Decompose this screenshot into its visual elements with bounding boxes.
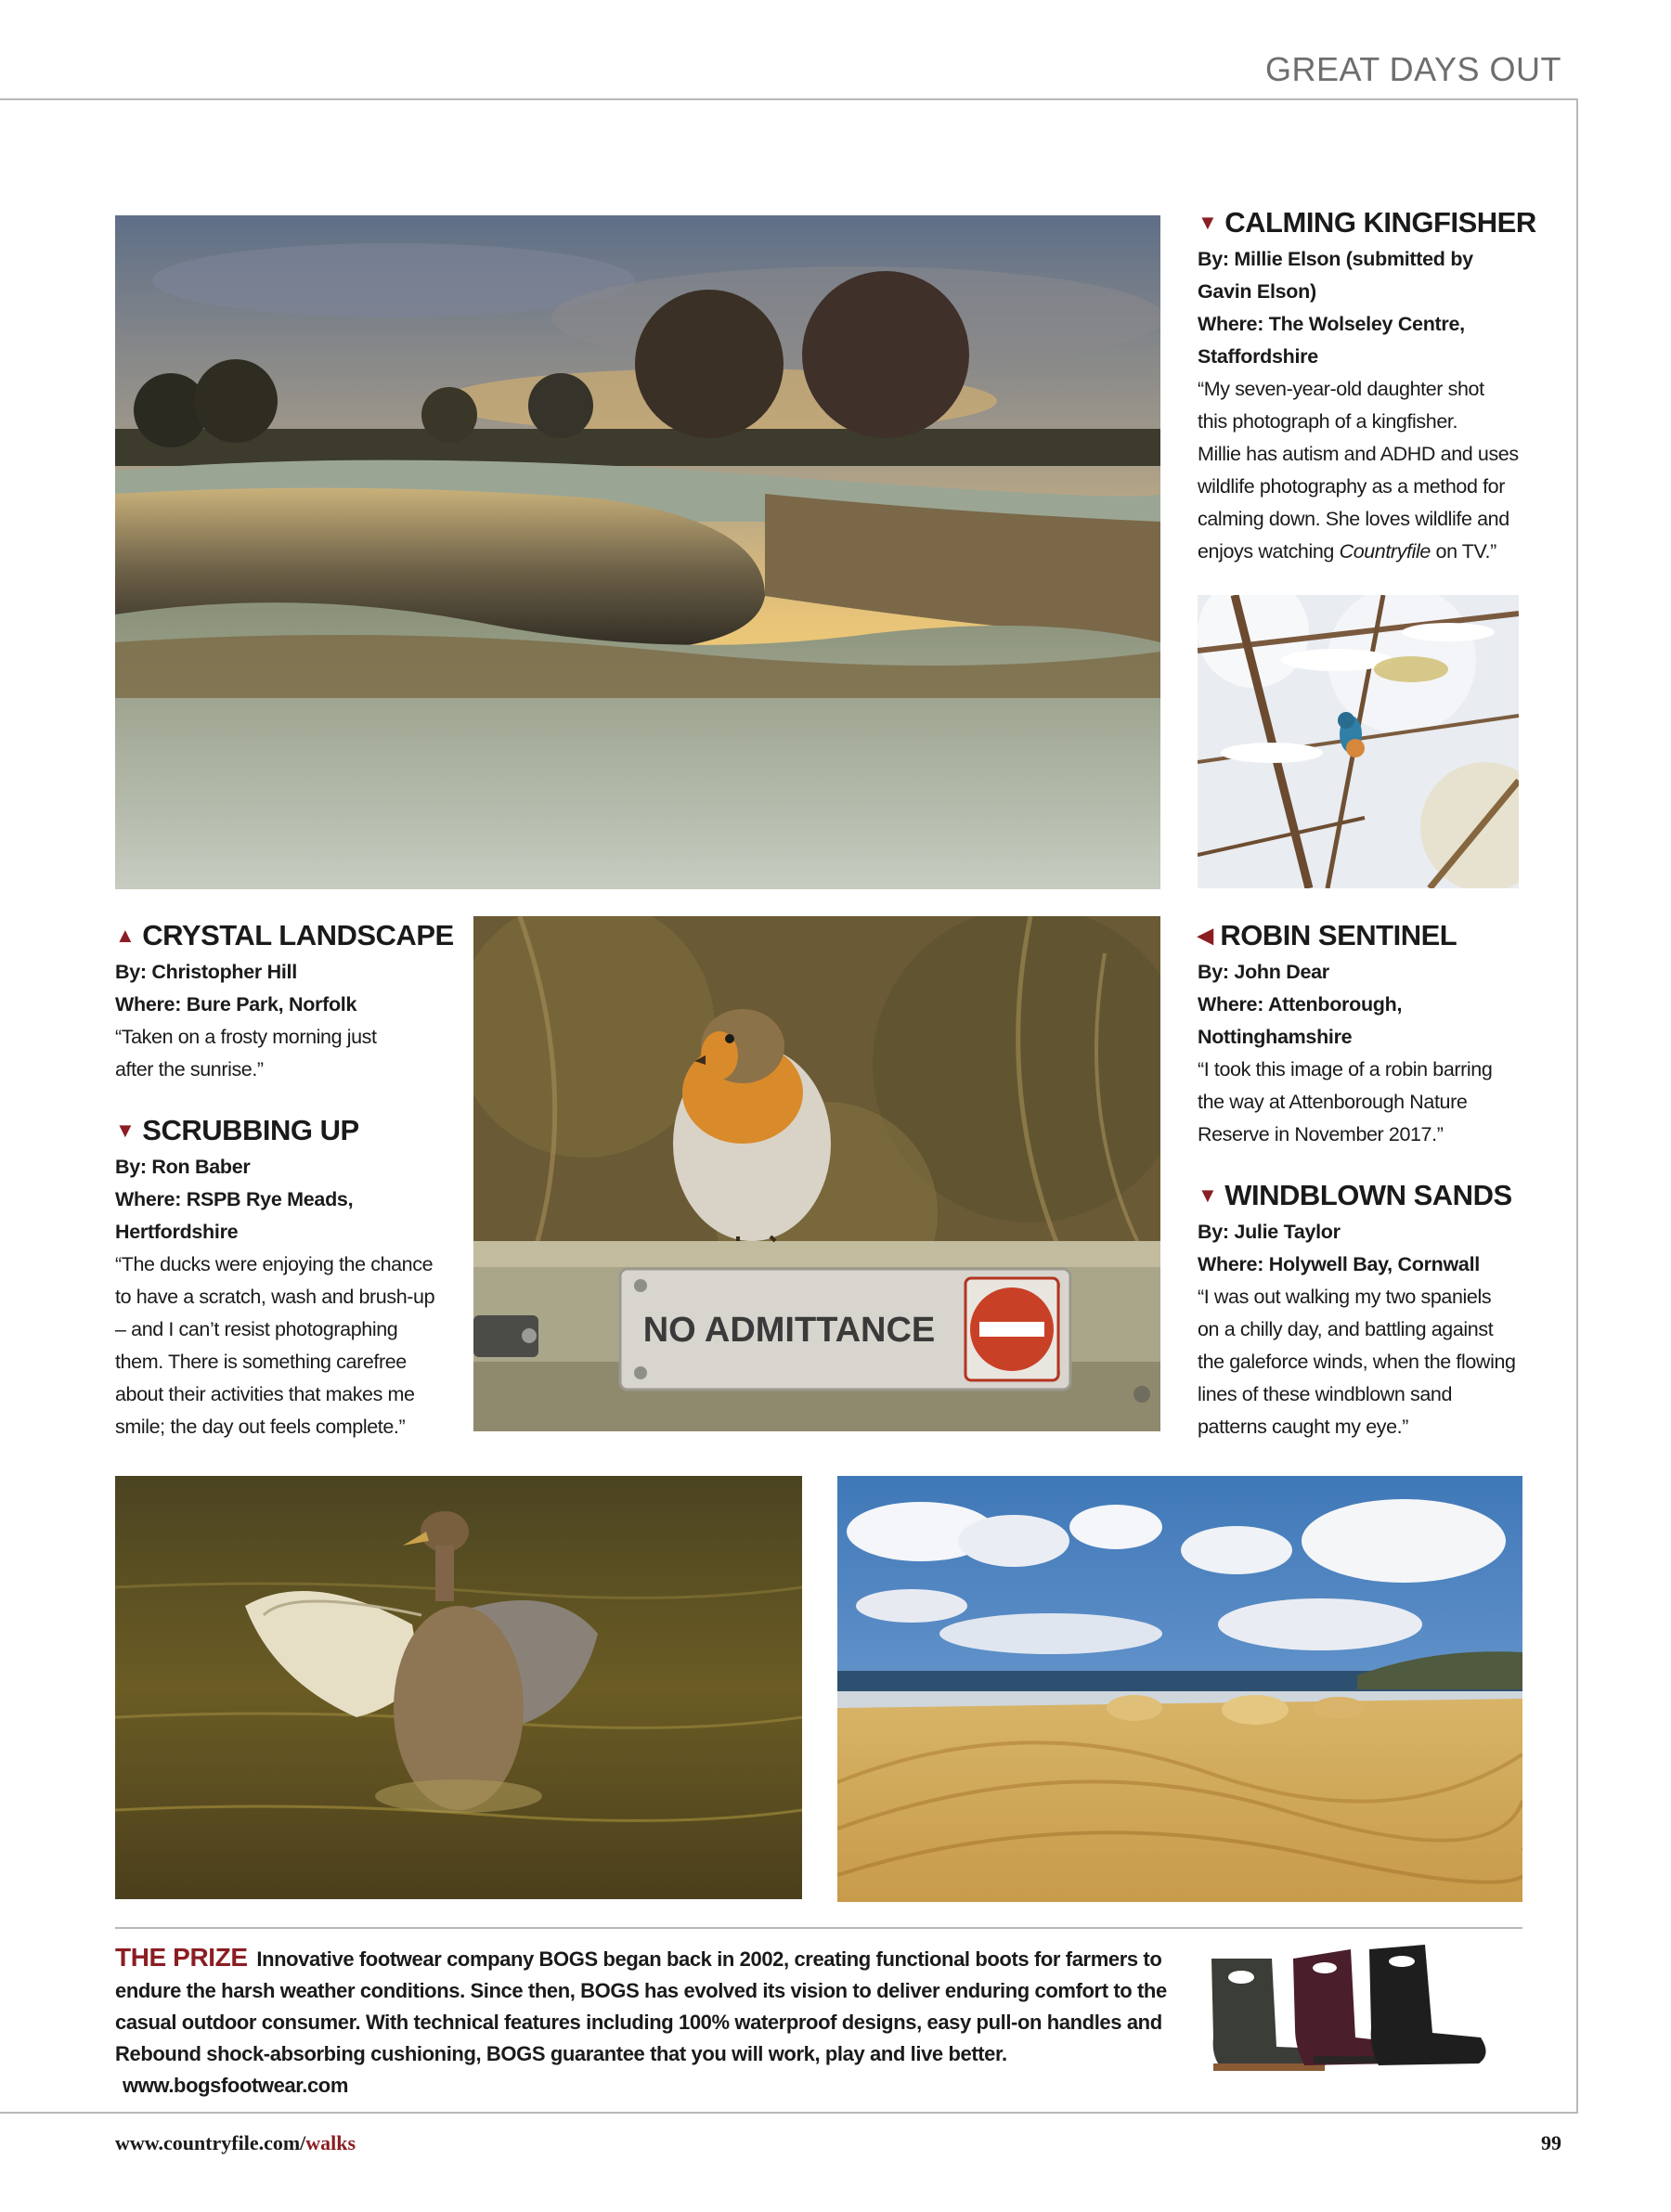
- photo-calming-kingfisher: [1198, 595, 1519, 888]
- windblown-quote-line: the galeforce winds, when the flowing: [1198, 1351, 1516, 1373]
- bottom-rule: [0, 2112, 1578, 2114]
- caption-windblown-sands: [1198, 1179, 1550, 1443]
- caption-robin-sentinel: [1198, 919, 1550, 1151]
- kingfisher-by-line-1: By: Millie Elson (submitted by: [1198, 248, 1473, 270]
- robin-quote-line: “I took this image of a robin barring: [1198, 1058, 1493, 1080]
- crystal-quote-line: after the sunrise.”: [115, 1058, 264, 1080]
- scrubbing-quote-line: them. There is something carefree: [115, 1351, 407, 1373]
- robin-quote-line: the way at Attenborough Nature: [1198, 1091, 1468, 1113]
- prize-url[interactable]: www.bogsfootwear.com: [123, 2074, 348, 2097]
- scrubbing-quote-line: “The ducks were enjoying the chance: [115, 1253, 434, 1275]
- photo-scrubbing-up: [115, 1476, 802, 1899]
- crystal-by: By: Christopher Hill: [115, 961, 297, 983]
- kingfisher-quote-line: “My seven-year-old daughter shot: [1198, 378, 1484, 400]
- windblown-quote-line: on a chilly day, and battling against: [1198, 1318, 1494, 1340]
- kingfisher-where-line-2: Staffordshire: [1198, 345, 1318, 368]
- scrubbing-quote-line: smile; the day out feels complete.”: [115, 1416, 406, 1438]
- caption-kingfisher: [1198, 206, 1550, 568]
- prize-label: THE PRIZE: [115, 1943, 248, 1972]
- windblown-title: ▼ WINDBLOWN SANDS: [1198, 1179, 1512, 1211]
- chevron-down-icon: ▼: [1198, 1184, 1218, 1207]
- kingfisher-quote-last-line: enjoys watching Countryfile on TV.”: [1198, 540, 1496, 563]
- windblown-quote-line: patterns caught my eye.”: [1198, 1416, 1409, 1438]
- windblown-where: Where: Holywell Bay, Cornwall: [1198, 1253, 1480, 1275]
- scrubbing-where-line-2: Hertfordshire: [115, 1221, 239, 1243]
- kingfisher-by-line-2: Gavin Elson): [1198, 280, 1316, 303]
- kingfisher-quote-line: wildlife photography as a method for: [1198, 475, 1505, 498]
- right-rule: [1576, 98, 1578, 2114]
- robin-by: By: John Dear: [1198, 961, 1329, 983]
- chevron-down-icon: ▼: [115, 1119, 136, 1142]
- robin-title: ◀ ROBIN SENTINEL: [1198, 919, 1457, 951]
- windblown-by: By: Julie Taylor: [1198, 1221, 1341, 1243]
- scrubbing-by: By: Ron Baber: [115, 1156, 251, 1178]
- robin-quote-line: Reserve in November 2017.”: [1198, 1123, 1444, 1145]
- photo-windblown-sands: [837, 1476, 1522, 1902]
- photo-robin-sentinel: [473, 916, 1160, 1431]
- windblown-quote-line: “I was out walking my two spaniels: [1198, 1286, 1492, 1308]
- crystal-quote-line: “Taken on a frosty morning just: [115, 1026, 377, 1048]
- kingfisher-quote-line: Millie has autism and ADHD and uses: [1198, 443, 1519, 465]
- prize-description: Innovative footwear company BOGS began back in 2002, creating functional boots for farmers to endure the harsh weather conditions. Since then, BOGS has evolved its vision to deliver enduring comfort to the casual outdoor consumer. With technical features including 100% waterproof designs, easy pull-on handles and Rebound shock-absorbing cushioning, BOGS guarantee that you will work, play and live better.: [115, 1947, 1167, 2065]
- photo-crystal-landscape: [115, 215, 1160, 889]
- scrubbing-quote-line: about their activities that makes me: [115, 1383, 415, 1405]
- caption-crystal-landscape: [115, 919, 459, 1086]
- kingfisher-title: ▼ CALMING KINGFISHER: [1198, 206, 1536, 239]
- chevron-left-icon: ◀: [1198, 924, 1213, 947]
- page-number: 99: [1541, 2131, 1561, 2154]
- prize-rule: [115, 1927, 1522, 1929]
- no-admittance-sign: NO ADMITTANCE: [642, 1311, 936, 1350]
- prize-text-block: [115, 1942, 1183, 2102]
- scrubbing-quote-line: to have a scratch, wash and brush-up: [115, 1286, 435, 1308]
- chevron-down-icon: ▼: [1198, 211, 1218, 234]
- kingfisher-quote-line: calming down. She loves wildlife and: [1198, 508, 1509, 530]
- top-rule: [0, 98, 1578, 100]
- caption-scrubbing-up: [115, 1114, 459, 1443]
- crystal-where: Where: Bure Park, Norfolk: [115, 993, 357, 1015]
- kingfisher-quote-line: this photograph of a kingfisher.: [1198, 410, 1458, 433]
- section-label: GREAT DAYS OUT: [1264, 50, 1561, 88]
- scrubbing-quote-line: – and I can’t resist photographing: [115, 1318, 398, 1340]
- footer-url[interactable]: www.countryfile.com/walks: [115, 2131, 356, 2154]
- crystal-title: ▲ CRYSTAL LANDSCAPE: [115, 919, 454, 951]
- kingfisher-where-line-1: Where: The Wolseley Centre,: [1198, 313, 1465, 335]
- scrubbing-where-line-1: Where: RSPB Rye Meads,: [115, 1188, 354, 1210]
- chevron-up-icon: ▲: [115, 924, 136, 947]
- robin-where-line-1: Where: Attenborough,: [1198, 993, 1403, 1015]
- robin-where-line-2: Nottinghamshire: [1198, 1026, 1353, 1048]
- scrubbing-title: ▼ SCRUBBING UP: [115, 1114, 359, 1146]
- windblown-quote-line: lines of these windblown sand: [1198, 1383, 1453, 1405]
- bogs-boots-image: [1202, 1945, 1499, 2079]
